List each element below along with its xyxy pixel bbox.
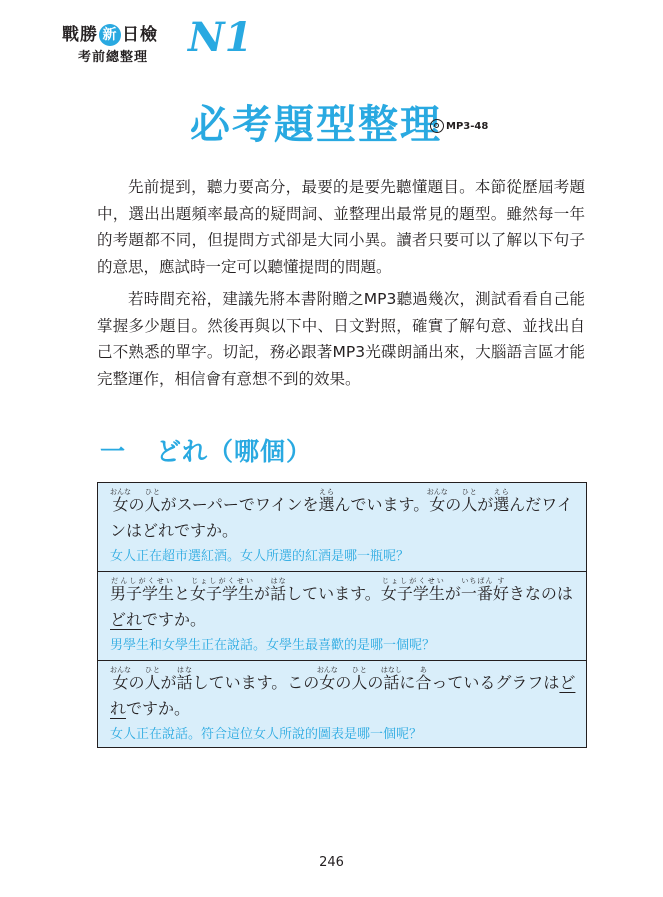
kanji-text: 女子学生 [190,584,255,603]
furigana: じょしがくせい [380,577,445,585]
brand-subtitle: 考前總整理 [78,50,149,65]
ruby-word [461,488,478,514]
furigana: ひと [144,666,161,674]
ruby-word [493,488,510,514]
sentence-text: が [477,495,494,514]
furigana: だんしがくせい [110,577,174,585]
sentence-text: の [335,673,352,692]
sentence-text: の [128,673,145,692]
ruby-word [380,666,402,692]
kanji-text: 女子学生 [380,584,445,603]
page-number: 246 [319,855,344,870]
brand-prefix: 戰勝 [62,25,98,45]
ruby-word [426,488,448,514]
furigana: あ [415,666,432,674]
sentence-text: がスーパーでワインを [160,495,319,514]
ruby-word [190,577,255,603]
sentence-text: と [174,584,191,603]
ruby-word [110,577,175,603]
ruby-word [110,666,131,692]
ruby-word [351,666,368,692]
furigana: ひと [351,666,368,674]
sentence-text: の [367,673,384,692]
kanji-text: 合 [415,673,432,692]
ruby-word [176,666,193,692]
sentence-text: が [160,673,177,692]
furigana: はな [176,666,193,674]
sentence-text: ですか。 [126,699,191,718]
ruby-word [144,488,161,514]
japanese-sentence [110,488,576,544]
kanji-text: 人 [461,495,478,514]
furigana: いちばん [460,577,493,585]
sentence-text: の [128,495,145,514]
question-item [98,661,586,747]
sentence-text: が [444,584,461,603]
kanji-text: 話 [270,584,287,603]
kanji-text: 女 [316,673,338,692]
sentence-text: しています。この [192,673,320,692]
section-title: どれ（哪個） [156,437,313,466]
kanji-text: 人 [144,495,161,514]
section-number: 一 [100,437,127,466]
book-brand [62,14,252,68]
kanji-text: 人 [351,673,368,692]
furigana: じょしがくせい [190,577,255,585]
furigana: ひと [144,488,161,496]
sentence-text: が [254,584,271,603]
japanese-sentence [110,666,576,722]
kanji-text: 一番 [460,584,493,603]
sentence-text: んでいます。 [334,495,430,514]
ruby-word [380,577,445,603]
kanji-text: 選 [493,495,510,514]
kanji-text: 選 [318,495,335,514]
brand-series-name [62,20,158,46]
underlined-keyword: どれ [110,673,576,718]
intro-paragraph-2: 若時間充裕，建議先將本書附贈之MP3聽過幾次，測試看看自己能掌握多少題目。然後再與以下中、日文對照，確實了解句意、並找出自己不熟悉的單字。切記，務必跟著MP3光碟朗誦出來，大腦語言區才能完整運作，相信會有意想不到的效果。 [97,290,585,388]
audio-track-label: MP3-48 [446,120,489,132]
sentence-text: の [445,495,462,514]
furigana: おんな [110,488,131,496]
ruby-word [144,666,161,692]
japanese-sentence [110,577,576,633]
ruby-word [270,577,287,603]
sentence-text: っているグラフは [431,673,560,692]
question-box [97,482,587,748]
furigana: えら [493,488,510,496]
kanji-text: 女 [110,495,131,514]
intro-paragraph-1: 先前提到，聽力要高分，最要的是要先聽懂題目。本節從歷屆考題中，選出出題頻率最高的疑問詞、並整理出最常見的題型。雖然每一年的考題都不同，但提問方式卻是大同小異。讀者只要可以了解以下句子的意思，應試時一定可以聽懂提問的問題。 [97,178,585,276]
ruby-word [110,488,131,514]
ruby-word [460,577,493,603]
kanji-text: 人 [144,673,161,692]
ruby-word [318,488,335,514]
section-heading [100,432,312,468]
kanji-text: 話 [380,673,402,692]
chinese-translation: 女人正在說話。符合這位女人所說的圖表是哪一個呢？ [110,727,423,742]
sentence-text: しています。 [286,584,381,603]
audio-track-reference [430,119,488,133]
kanji-text: 男子学生 [110,584,175,603]
chinese-translation: 女人正在超市選紅酒。女人所選的紅酒是哪一瓶呢？ [110,549,410,564]
kanji-text: 話 [176,673,193,692]
ruby-word [415,666,432,692]
chinese-translation: 男學生和女學生正在說話。女學生最喜歡的是哪一個呢？ [110,638,436,653]
furigana: はなし [380,666,402,674]
kanji-text: 好 [492,584,509,603]
brand-circle-char: 新 [99,24,121,46]
furigana: はな [270,577,287,585]
question-item [98,483,586,572]
brand-level: N1 [188,14,253,61]
sentence-text: ですか。 [142,610,207,629]
sentence-text: んだワインはどれですか。 [110,495,573,540]
furigana: おんな [110,666,131,674]
disc-icon [430,119,444,133]
furigana: えら [318,488,335,496]
furigana: おんな [316,666,338,674]
furigana: おんな [426,488,448,496]
brand-suffix: 日檢 [122,25,158,45]
page-title: 必考題型整理 [190,102,442,148]
underlined-keyword: どれ [110,610,143,629]
sentence-text: に [399,673,416,692]
ruby-word [492,577,509,603]
kanji-text: 女 [110,673,131,692]
furigana: す [492,577,509,585]
sentence-text: きなのは [508,584,573,603]
question-item [98,572,586,661]
furigana: ひと [461,488,478,496]
kanji-text: 女 [426,495,448,514]
ruby-word [316,666,338,692]
